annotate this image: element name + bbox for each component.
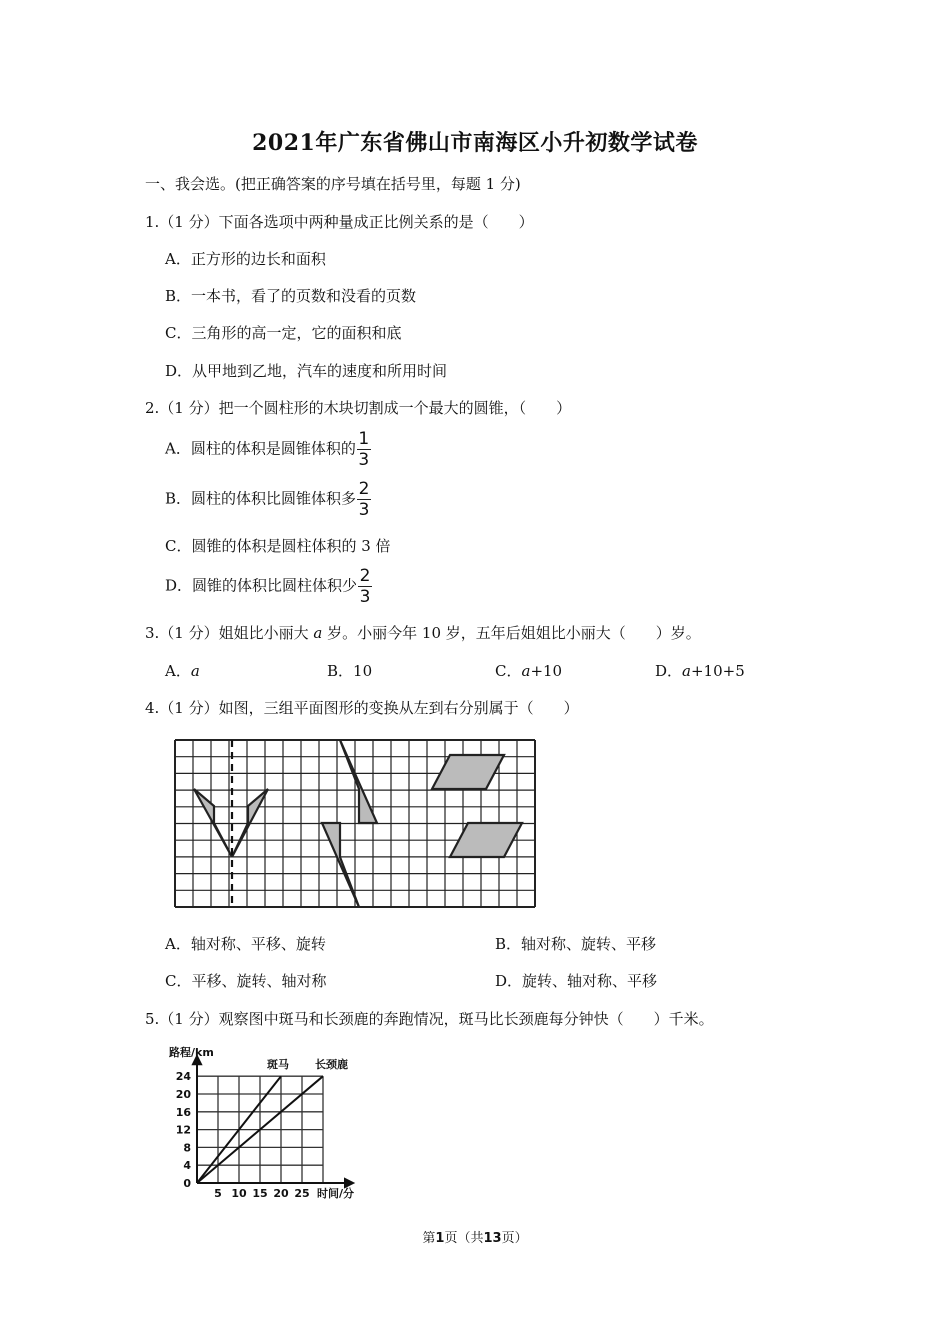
question-2-option-d — [165, 567, 372, 606]
transformation-grid-figure — [170, 735, 540, 910]
question-4-option-d: D．旋转、轴对称、平移 — [495, 972, 658, 990]
question-1-option-c: C．三角形的高一定，它的面积和底 — [165, 324, 402, 342]
question-1-option-b: B．一本书，看了的页数和没看的页数 — [165, 287, 417, 305]
speed-line-chart — [165, 1040, 405, 1205]
stem-text: 3.（1 分）姐姐比小丽大 — [145, 624, 314, 642]
y-tick-label: 12 — [175, 1123, 191, 1137]
y-tick-label: 4 — [183, 1159, 191, 1173]
question-3-option-b — [327, 660, 372, 681]
shape-rotation-bottom — [322, 823, 359, 907]
question-4-option-a: A．轴对称、平移、旋转 — [165, 935, 326, 953]
option-value: 10 — [353, 662, 373, 680]
question-1-option-d: D．从甲地到乙地，汽车的速度和所用时间 — [165, 362, 448, 380]
option-label: A． — [165, 662, 191, 680]
x-tick-label: 25 — [294, 1187, 310, 1200]
series-label: 长颈鹿 — [315, 1058, 348, 1072]
question-2-option-b — [165, 480, 371, 519]
series-label: 斑马 — [267, 1058, 289, 1072]
y-tick-label: 20 — [175, 1088, 191, 1101]
shape-translation-top — [432, 755, 504, 789]
numerator: 2 — [359, 566, 371, 586]
x-axis-arrow — [345, 1179, 353, 1187]
fraction — [358, 567, 372, 606]
question-1-stem: 1.（1 分）下面各选项中两种量成正比例关系的是（ ） — [145, 213, 534, 231]
numerator: 1 — [358, 429, 370, 449]
question-4-stem: 4.（1 分）如图，三组平面图形的变换从左到右分别属于（ ） — [145, 699, 579, 717]
page-total: 13 — [483, 1231, 502, 1246]
page-footer — [0, 1227, 950, 1246]
x-tick-label: 15 — [252, 1187, 268, 1200]
question-3-option-c — [495, 660, 562, 681]
fraction — [357, 480, 371, 519]
question-4-option-b: B．轴对称、旋转、平移 — [495, 935, 657, 953]
y-tick-label: 0 — [183, 1177, 191, 1190]
variable: a — [313, 624, 323, 642]
fraction — [357, 430, 371, 469]
option-text: A．圆柱的体积是圆锥体积的 — [165, 439, 356, 458]
denominator: 3 — [358, 450, 370, 470]
question-1-option-a: A．正方形的边长和面积 — [165, 250, 326, 268]
option-text: B．圆柱的体积比圆锥体积多 — [165, 489, 357, 508]
numerator: 2 — [358, 479, 370, 499]
variable: a — [521, 662, 531, 680]
y-tick-label: 8 — [183, 1141, 191, 1155]
question-2-option-a — [165, 430, 371, 469]
question-4-option-c: C．平移、旋转、轴对称 — [165, 972, 327, 990]
question-2-stem: 2.（1 分）把一个圆柱形的木块切割成一个最大的圆锥，（ ） — [145, 399, 572, 417]
question-5-stem: 5.（1 分）观察图中斑马和长颈鹿的奔跑情况，斑马比长颈鹿每分钟快（ ）千米。 — [145, 1010, 714, 1028]
x-axis-label: 时间/分 — [317, 1187, 355, 1200]
option-value: a — [190, 662, 200, 680]
x-tick-label: 10 — [231, 1187, 247, 1200]
option-value: +10 — [530, 662, 563, 680]
y-tick-label: 24 — [175, 1070, 191, 1084]
footer-text: 页） — [501, 1231, 528, 1246]
shape-rotation-top — [340, 740, 377, 823]
option-text: D．圆锥的体积比圆柱体积少 — [165, 576, 358, 595]
variable: a — [682, 662, 691, 680]
y-axis-label: 路程/km — [169, 1046, 214, 1059]
x-tick-label: 5 — [214, 1187, 222, 1200]
question-3-option-a — [165, 660, 200, 681]
page-number: 1 — [435, 1231, 445, 1246]
y-tick-label: 16 — [175, 1105, 191, 1119]
page-title: 2021年广东省佛山市南海区小升初数学试卷 — [252, 130, 698, 156]
footer-text: 第 — [422, 1231, 436, 1246]
option-label: B． — [327, 662, 354, 680]
section-heading: 一、我会选。(把正确答案的序号填在括号里，每题 1 分) — [145, 175, 521, 193]
shape-translation-bottom — [450, 823, 522, 857]
option-label: C． — [495, 662, 522, 680]
denominator: 3 — [359, 587, 371, 607]
question-2-option-c: C．圆锥的体积是圆柱体积的 3 倍 — [165, 537, 391, 555]
question-3-stem — [145, 622, 701, 643]
denominator: 3 — [358, 500, 370, 520]
footer-text: 页（共 — [444, 1231, 484, 1246]
option-label: D． — [655, 662, 683, 680]
x-tick-label: 20 — [273, 1187, 289, 1200]
stem-text: 岁。小丽今年 10 岁，五年后姐姐比小丽大（ ）岁。 — [322, 624, 701, 642]
option-value: +10+5 — [690, 662, 745, 680]
question-3-option-d — [655, 660, 745, 681]
